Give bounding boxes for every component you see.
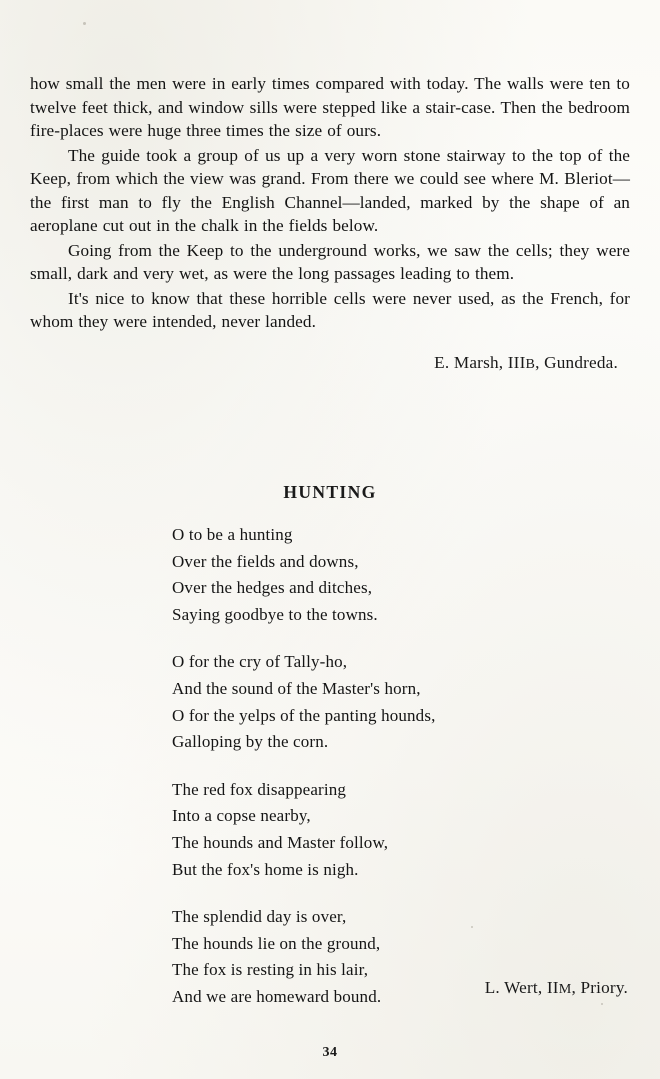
poem-line: Into a copse nearby, <box>172 806 311 826</box>
poem-line: O to be a hunting <box>172 525 293 544</box>
poem-line: Over the hedges and ditches, <box>172 578 373 598</box>
poem-line: O for the cry of Tally-ho, <box>172 652 348 672</box>
article-paragraph: Going from the Keep to the underground works, we saw the cells; they were small, dark and very wet, as were the long passages leading to them. <box>30 240 630 283</box>
poem-line: O for the yelps of the panting hounds, <box>172 705 436 725</box>
poem-body <box>172 522 592 1032</box>
poem-line: Over the fields and downs, <box>172 551 359 571</box>
poem-line: The fox is resting in his lair, <box>172 960 369 980</box>
article-byline <box>30 351 630 377</box>
article-body <box>30 72 630 376</box>
poem-title: HUNTING <box>283 482 377 502</box>
poem-stanza <box>172 649 592 755</box>
page-number: 34 <box>322 1045 338 1060</box>
paper-speck <box>601 1003 603 1005</box>
poem-stanza <box>172 777 592 883</box>
poem-line: The splendid day is over, <box>172 907 347 927</box>
poem-line: But the fox's home is nigh. <box>172 859 359 879</box>
poem-byline-house: , Priory. <box>571 978 628 997</box>
poem-line: The red fox disappearing <box>172 779 347 799</box>
poem-byline-name: L. Wert, II <box>484 978 559 997</box>
article-paragraph: It's nice to know that these horrible cells were never used, as the French, for whom they were intended, never landed. <box>30 288 630 331</box>
poem-stanza <box>172 522 592 628</box>
poem-line: Galloping by the corn. <box>172 732 329 752</box>
poem-line: And we are homeward bound. <box>172 986 382 1006</box>
poem-line: The hounds lie on the ground, <box>172 933 381 953</box>
poem-line: Saying goodbye to the towns. <box>172 604 378 624</box>
article-byline-house: , Gundreda. <box>535 352 618 372</box>
poem-byline-form: M <box>558 981 572 997</box>
article-paragraph: The guide took a group of us up a very worn stone stairway to the top of the Keep, from which the view was grand. From there we could see where M. Bleriot—the first man to fly the English Channel—landed, marked by the shape of an aeroplane cut out in the chalk in the fields below. <box>30 145 630 235</box>
poem-byline <box>0 978 660 998</box>
article-paragraph: how small the men were in early times compared with today. The walls were ten to twelve feet thick, and window sills were stepped like a stair-case. Then the bedroom fire-places were huge three times the size of ours. <box>30 74 630 140</box>
poem-line: And the sound of the Master's horn, <box>172 678 421 698</box>
paper-speck <box>83 22 86 25</box>
article-byline-form: B <box>525 355 536 372</box>
poem-line: The hounds and Master follow, <box>172 832 389 852</box>
article-byline-name: E. Marsh, III <box>434 352 526 372</box>
